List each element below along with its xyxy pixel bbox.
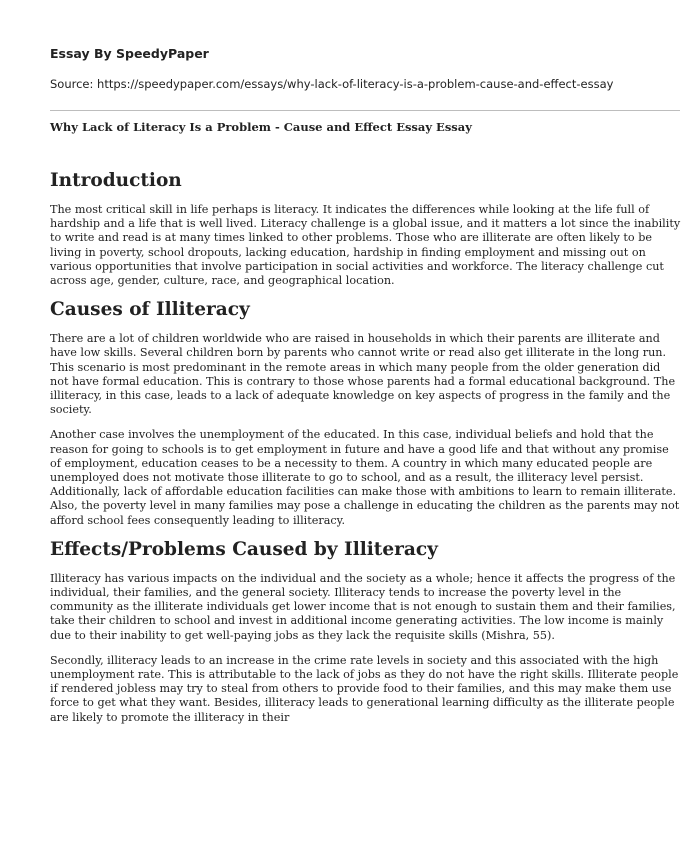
section-heading-causes: Causes of Illiteracy	[50, 299, 250, 321]
paragraph: There are a lot of children worldwide who are raised in households in which their parents are illiterate and have low skills. Several children born by parents who cannot write or read also get illiterate in the long run. This scenario is most predominant in the remote areas in which many people from the older generation did not have formal education. This is contrary to those whose parents had a formal educational background. The illiteracy, in this case, leads to a lack of adequate knowledge on key aspects of progress in the family and the society.	[50, 332, 676, 417]
source-line: Source: https://speedypaper.com/essays/why-lack-of-literacy-is-a-problem-cause-and-effect-essay	[50, 77, 614, 91]
paragraph: The most critical skill in life perhaps is literacy. It indicates the differences while looking at the life full of hardship and a life that is well lived. Literacy challenge is a global issue, and it matters a lot since the inability to write and read is at many times linked to other problems. Those who are illiterate are often likely to be living in poverty, school dropouts, lacking education, hardship in finding employment and missing out on various opportunities that involve participation in social activities and workforce. The literacy challenge cut across age, gender, culture, race, and geographical location.	[50, 203, 681, 288]
section-heading-effects: Effects/Problems Caused by Illiteracy	[50, 538, 438, 560]
section-heading-introduction: Introduction	[50, 170, 182, 191]
paragraph: Another case involves the unemployment of the educated. In this case, individual beliefs and hold that the reason for going to schools is to get employment in future and have a good life and that without any promise of employment, education ceases to be a necessity to them. A country in which many educated people are unemployed does not motivate those illiterate to go to school, and as a result, the illiteracy level persist. Additionally, lack of affordable education facilities can make those with ambitions to learn to remain illiterate. Also, the poverty level in many families may pose a challenge in educating the children as the parents may not afford school fees consequently leading to illiteracy.	[50, 428, 680, 527]
header-divider	[50, 110, 680, 111]
brand-label: Essay By SpeedyPaper	[50, 46, 209, 61]
paragraph: Illiteracy has various impacts on the individual and the society as a whole; hence it affects the progress of the individual, their families, and the general society. Illiteracy tends to increase the poverty level in the community as the illiterate individuals get lower income that is not enough to sustain them and their families, take their children to school and invest in additional income generating activities. The low income is mainly due to their inability to get well-paying jobs as they lack the requisite skills (Mishra, 55).	[50, 571, 676, 642]
paragraph: Secondly, illiteracy leads to an increase in the crime rate levels in society and this associated with the high unemployment rate. This is attributable to the lack of jobs as they do not have the right skills. Illiterate people if rendered jobless may try to steal from others to provide food to their families, and this may make them use force to get what they want. Besides, illiteracy leads to generational learning difficulty as the illiterate people are likely to promote the illiteracy in their	[50, 653, 679, 724]
essay-body	[50, 170, 682, 736]
essay-title: Why Lack of Literacy Is a Problem - Cause and Effect Essay Essay	[50, 120, 472, 134]
